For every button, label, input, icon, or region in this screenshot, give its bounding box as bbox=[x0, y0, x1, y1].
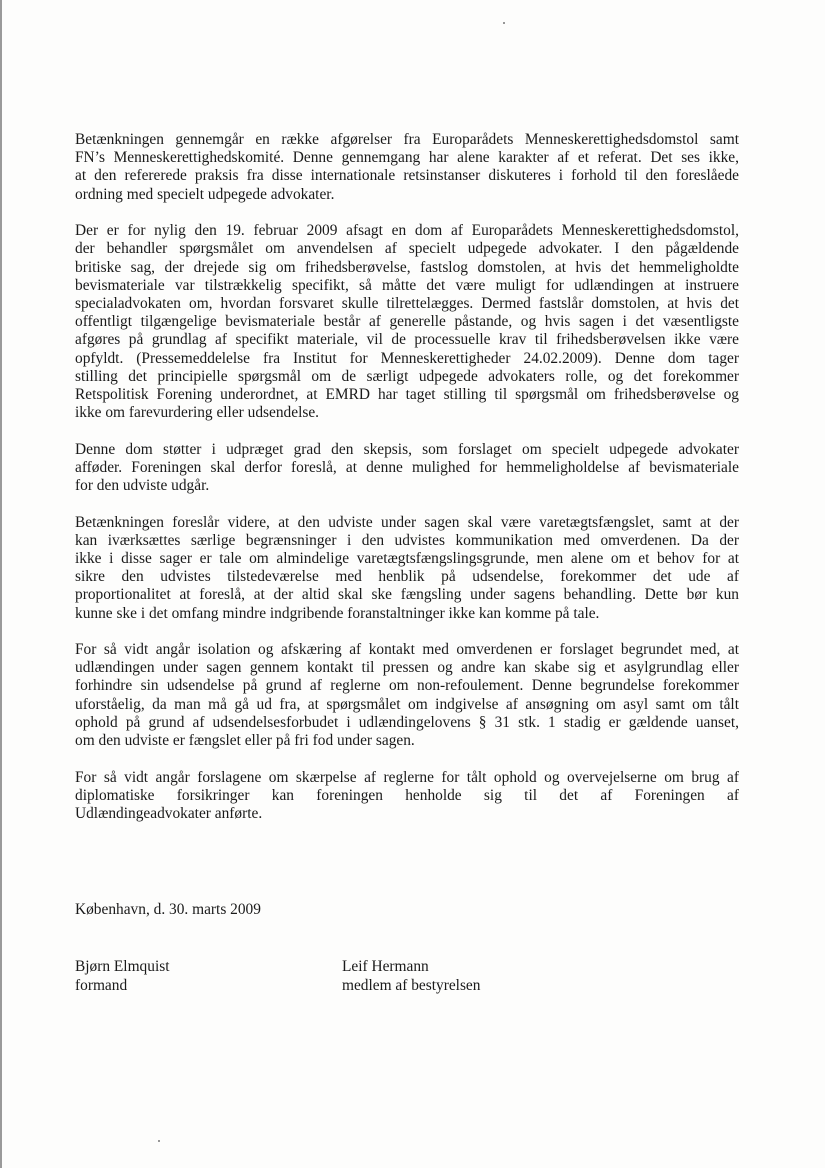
text-line: ophold på grund af udsendelsesforbudet i udlændingelovens § 31 stk. 1 stadig er gældende uanset, bbox=[75, 713, 739, 731]
paragraph bbox=[75, 441, 739, 496]
text-line: at den refererede praksis fra disse internationale retsinstanser diskuteres i forhold til den foreslåede bbox=[75, 167, 739, 185]
text-line: opfyldt. (Pressemeddelelse fra Institut for Menneskerettigheder 24.02.2009). Denne dom tager bbox=[75, 349, 739, 367]
text-line: offentligt tilgængelige bevismateriale består af generelle påstande, og hvis sagen i det væsentligste bbox=[75, 313, 739, 331]
scan-left-edge bbox=[0, 0, 2, 1168]
text-line: for den udviste udgår. bbox=[75, 477, 210, 495]
text-line: Der er for nylig den 19. februar 2009 afsagt en dom af Europarådets Menneskerettighedsdomstol, bbox=[75, 222, 739, 240]
text-line: Betænkningen gennemgår en række afgørelser fra Europarådets Menneskerettighedsdomstol samt bbox=[75, 131, 739, 148]
text-line: forhindre sin udsendelse på grund af reglerne om non-refoulement. Denne begrundelse forekommer bbox=[75, 677, 739, 695]
text-line: Denne dom støtter i udpræget grad den skepsis, som forslaget om specielt udpegede advokater bbox=[75, 440, 739, 458]
text-line: specialadvokaten om, hvordan forsvaret skulle tilrettelægges. Dermed fastslår domstolen, at hvis det bbox=[75, 294, 739, 312]
text-line: stilling det principielle spørgsmål om de særligt udpegede advokaters rolle, og det forekommer bbox=[75, 367, 739, 385]
text-line: For så vidt angår forslagene om skærpelse af reglerne for tålt ophold og overvejelserne om brug af bbox=[75, 768, 739, 786]
text-line: Betænkningen foreslår videre, at den udviste under sagen skal være varetægtsfængslet, samt at der bbox=[75, 513, 739, 531]
text-line: ikke om farevurdering eller udsendelse. bbox=[75, 404, 320, 422]
dateline: København, d. 30. marts 2009 bbox=[75, 901, 261, 918]
scan-speck bbox=[503, 22, 505, 24]
text-line: Retspolitisk Forening underordnet, at EMRD har taget stilling til spørgsmål om frihedsberøvelse og bbox=[75, 385, 739, 403]
text-line: ordning med specielt udpegede advokater. bbox=[75, 185, 335, 203]
signatory-name: Bjørn Elmquist bbox=[75, 958, 170, 975]
document-body bbox=[75, 131, 739, 841]
text-line: sikre den udvistes tilstedeværelse med henblik på udsendelse, forekommer det ude af bbox=[75, 568, 739, 586]
signatory-title: medlem af bestyrelsen bbox=[342, 977, 481, 994]
scan-speck bbox=[158, 1140, 160, 1142]
text-line: udlændingen under sagen gennem kontakt til pressen og andre kan skabe sig et asylgrundlag eller bbox=[75, 659, 739, 677]
text-line: uforståelig, da man må gå ud fra, at spørgsmålet om indgivelse af ansøgning om asyl samt om tålt bbox=[75, 695, 739, 713]
text-line: bevismateriale var tilstrækkelig specifikt, så måtte det være muligt for udlændingen at instruere bbox=[75, 276, 739, 294]
text-line: afføder. Foreningen skal derfor foreslå, at denne mulighed for hemmeligholdelse af bevismateriale bbox=[75, 458, 739, 476]
paragraph bbox=[75, 131, 739, 204]
text-line: kan iværksættes særlige begrænsninger i den udvistes kommunikation med omverdenen. Da der bbox=[75, 531, 739, 549]
text-line: proportionalitet at foreslå, at der altid skal ske fængsling under sagens behandling. Dette bør kun bbox=[75, 586, 739, 604]
paragraph bbox=[75, 222, 739, 422]
text-line: om den udviste er fængslet eller på fri fod under sagen. bbox=[75, 732, 415, 750]
text-line: diplomatiske forsikringer kan foreningen henholde sig til det af Foreningen af bbox=[75, 786, 739, 804]
signature-block-board-member bbox=[342, 957, 480, 995]
signature-block-chair bbox=[75, 957, 170, 995]
text-line: der behandler spørgsmålet om anvendelsen af specielt udpegede advokater. I den pågældende bbox=[75, 240, 739, 258]
text-line: britiske sag, der drejede sig om frihedsberøvelse, fastslog domstolen, at hvis det hemmeligholdte bbox=[75, 258, 739, 276]
signatory-name: Leif Hermann bbox=[342, 958, 429, 975]
signatory-title: formand bbox=[75, 977, 128, 994]
text-line: ikke i disse sager er tale om almindelige varetægtsfængslingsgrunde, men alene om et behov for at bbox=[75, 549, 739, 567]
text-line: afgøres på grundlag af specifikt materiale, vil de processuelle krav til frihedsberøvelsen ikke være bbox=[75, 331, 739, 349]
paragraph bbox=[75, 769, 739, 824]
text-line: FN’s Menneskerettighedskomité. Denne gennemgang har alene karakter af et referat. Det ses ikke, bbox=[75, 149, 739, 167]
text-line: kunne ske i det omfang mindre indgribende foranstaltninger ikke kan komme på tale. bbox=[75, 604, 600, 622]
paragraph bbox=[75, 514, 739, 623]
text-line: For så vidt angår isolation og afskæring af kontakt med omverdenen er forslaget begrundet med, at bbox=[75, 641, 739, 659]
text-line: Udlændingeadvokater anførte. bbox=[75, 804, 263, 822]
paragraph bbox=[75, 641, 739, 750]
